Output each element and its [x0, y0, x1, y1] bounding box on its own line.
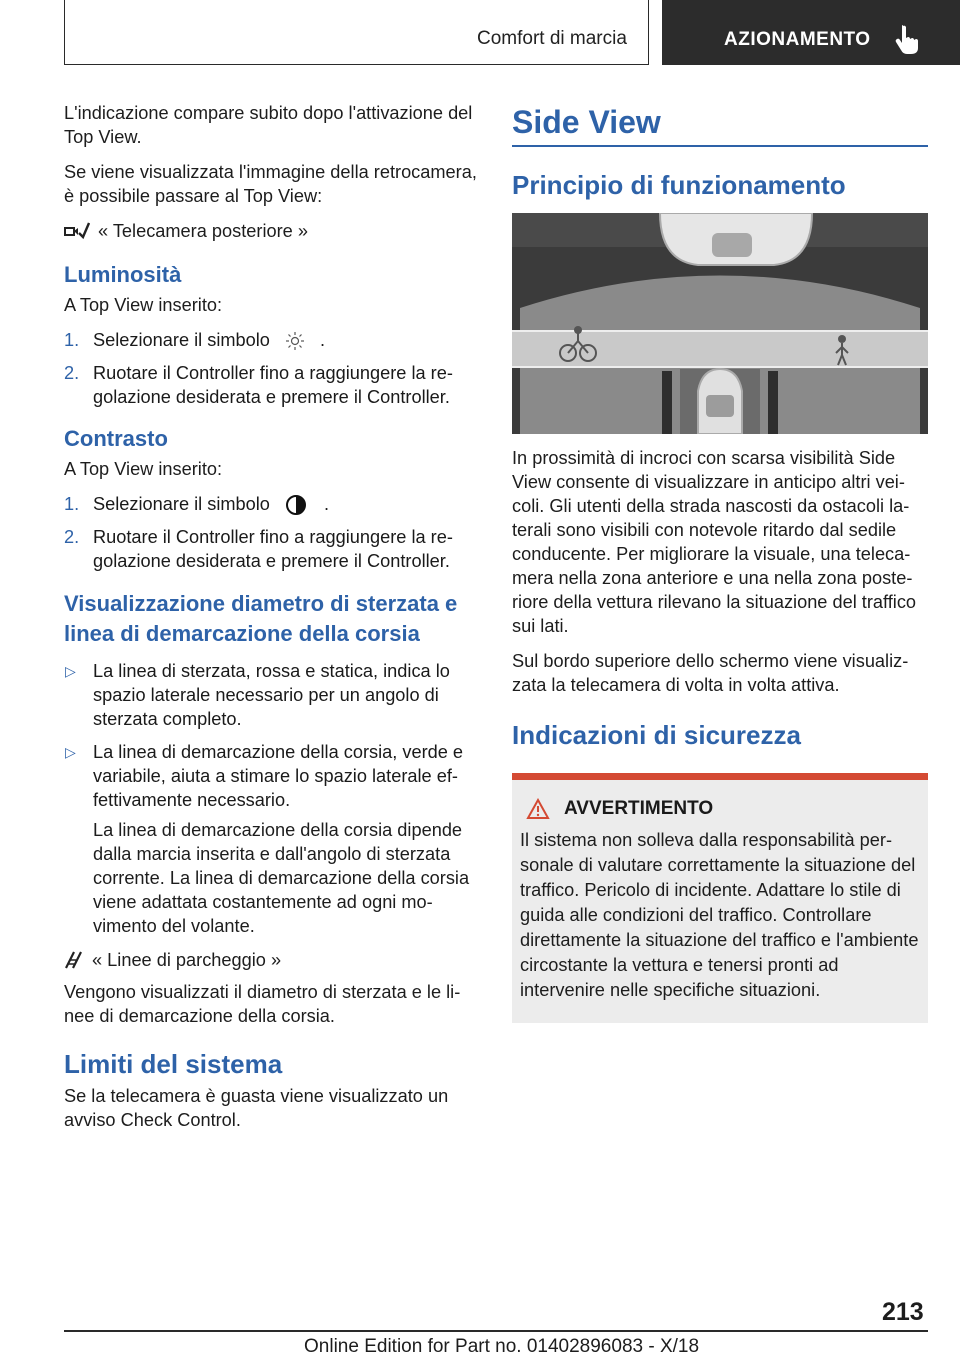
left-column: [64, 101, 478, 1143]
car-top-icon: [660, 213, 812, 265]
intro-paragraph-2: Se viene visualizzata l'immagine della retrocamera, è possibile passare al Top View:: [64, 162, 477, 206]
right-column: [512, 101, 928, 1023]
parking-lines-menu-line: [64, 948, 478, 972]
header-section-title: Comfort di marcia: [477, 28, 627, 49]
parking-lines-menu-label: « Linee di parcheggio »: [92, 950, 282, 971]
bullet-continuation: La linea di demarcazione della corsia dipende dalla marcia inserita e dall'angolo di sterzata corrente. La linea di demarcazione della corsia viene adattata costantemente ad ogni movimento del volante.: [93, 820, 470, 937]
limits-text: Se la telecamera è guasta viene visualizzato un avviso Check Control.: [64, 1086, 449, 1131]
step-text-end: .: [320, 330, 326, 350]
title-rule: [512, 145, 928, 147]
intersection-illustration: [512, 213, 928, 434]
step-number: 1.: [64, 330, 80, 350]
footer-edition: Online Edition for Part no. 01402896083 - X/18: [304, 1336, 700, 1357]
bullet-triangle-icon: ▷: [65, 663, 76, 680]
car-bottom-icon: [698, 369, 742, 434]
side-view-illustration: [512, 213, 928, 434]
page-number: 213: [882, 1298, 924, 1326]
bullet-item: [64, 740, 478, 812]
brightness-lead: A Top View inserito:: [64, 295, 223, 315]
contrast-step-2: [64, 525, 478, 573]
brightness-step-2: [64, 361, 478, 409]
contrast-lead: A Top View inserito:: [64, 459, 223, 479]
warning-title-row: [520, 798, 920, 820]
bullet-triangle-icon: ▷: [65, 744, 76, 761]
step-number: 2.: [64, 527, 80, 548]
contrast-icon: [285, 494, 307, 516]
warning-triangle-icon: [526, 798, 550, 820]
safety-heading: Indicazioni di sicurezza: [512, 720, 801, 750]
bullet-text: La linea di demarcazione della corsia, verde e variabile, aiuta a stimare lo spazio laterale effettivamente necessario.: [93, 742, 464, 811]
step-text-end: .: [324, 494, 330, 514]
contrast-step-1: [64, 492, 478, 516]
side-view-title: Side View: [512, 104, 661, 140]
display-lines-heading: Visualizzazione diametro di sterzata e linea di demarcazione della corsia: [64, 591, 458, 647]
step-text: Selezionare il simbolo: [93, 494, 270, 514]
display-lines-bullets: [64, 659, 478, 812]
header-chapter-title: AZIONAMENTO: [724, 29, 871, 50]
warning-text: Il sistema non solleva dalla responsabilità personale di valutare correttamente la situazione del traffico. Pericolo di incidente. Adattare lo stile di guida alle condizioni del traffico. Controllare direttamente la situazione del traffico e l'ambiente circostante la vettura e tenersi pronti ad intervenire nelle specifiche situazioni.: [520, 830, 919, 1000]
intro-paragraph-1: L'indicazione compare subito dopo l'attivazione del Top View.: [64, 103, 473, 147]
step-text: Selezionare il simbolo: [93, 330, 270, 350]
rear-camera-menu-label: « Telecamera posteriore »: [98, 221, 308, 241]
principle-text: In prossimità di incroci con scarsa visibilità Side View consente di visualizzare in anticipo altri veicoli. Gli utenti della strada nascosti da ostacoli laterali sono visibili con notevole ritardo dal sedile conducente. Per migliorare la visuale, una telecamera nella zona anteriore e una nella zona posteriore della vettura rilevano la situazione del traffico sui lati.: [512, 448, 917, 636]
brightness-heading: Luminosità: [64, 262, 182, 287]
step-text: Ruotare il Controller fino a raggiungere la regolazione desiderata e premere il Controller.: [93, 363, 453, 407]
display-lines-result: Vengono visualizzati il diametro di sterzata e le linee di demarcazione della corsia.: [64, 982, 461, 1027]
principle-text-2: Sul bordo superiore dello schermo viene visualizzata la telecamera di volta in volta attiva.: [512, 651, 909, 695]
rear-camera-menu-line: [64, 219, 478, 243]
bullet-item: [64, 659, 478, 731]
warning-box: [512, 773, 928, 1023]
step-text: Ruotare il Controller fino a raggiungere la regolazione desiderata e premere il Controller.: [93, 527, 453, 572]
brightness-steps: [64, 328, 478, 409]
contrast-heading: Contrasto: [64, 426, 168, 451]
principle-heading: Principio di funzionamento: [512, 170, 846, 200]
brightness-step-1: [64, 328, 478, 352]
pointing-hand-icon: [894, 24, 920, 54]
warning-title: AVVERTIMENTO: [564, 798, 714, 819]
step-number: 1.: [64, 494, 80, 514]
bullet-text: La linea di sterzata, rossa e statica, indica lo spazio laterale necessario per un angolo di sterzata completo.: [93, 661, 450, 730]
limits-heading: Limiti del sistema: [64, 1049, 283, 1080]
parking-lines-icon: [64, 950, 84, 970]
contrast-steps: [64, 492, 478, 573]
footer-rule: [64, 1330, 928, 1332]
brightness-icon: [285, 331, 305, 351]
step-number: 2.: [64, 363, 80, 383]
rear-camera-icon: [64, 221, 90, 241]
